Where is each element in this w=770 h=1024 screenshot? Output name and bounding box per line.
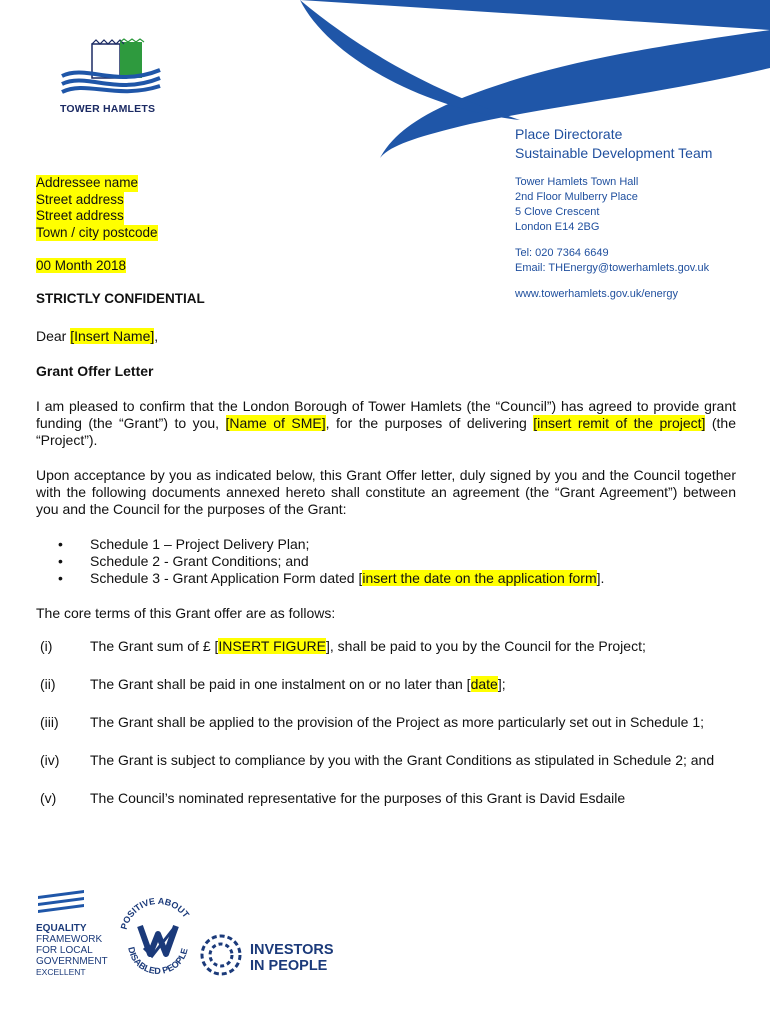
greeting (36, 328, 736, 345)
address-line: Town / city postcode (36, 224, 158, 240)
term-text: The Grant shall be applied to the provision of the Project as more particularly set out in Schedule 1; (90, 714, 705, 730)
term-text: The Grant sum of £ [ (90, 638, 219, 654)
svg-text:POSITIVE ABOUT: POSITIVE ABOUT (118, 895, 192, 931)
date-placeholder: insert the date on the application form (362, 570, 597, 586)
confidential-label: STRICTLY CONFIDENTIAL (36, 291, 205, 306)
iip-line: IN PEOPLE (250, 958, 328, 974)
sme-placeholder: [Name of SME] (225, 415, 326, 431)
letter-date (36, 258, 126, 273)
efg-line: EQUALITY (36, 923, 87, 934)
investors-in-people-laurel-icon (198, 932, 244, 978)
efg-line: GOVERNMENT (36, 956, 108, 967)
efg-wordmark (36, 923, 116, 978)
contact-line: 2nd Floor Mulberry Place (515, 191, 638, 203)
term-number: (i) (40, 638, 53, 654)
term-item (36, 752, 736, 769)
term-item (36, 790, 736, 807)
efg-line: FRAMEWORK (36, 934, 103, 945)
term-number: (v) (40, 790, 57, 806)
term-text: The Grant is subject to compliance by you with the Grant Conditions as stipulated in Schedule 2; and (90, 752, 715, 768)
logo-wordmark: TOWER HAMLETS (60, 103, 156, 115)
paragraph-intro (36, 398, 736, 449)
core-terms-intro: The core terms of this Grant offer are as follows: (36, 605, 336, 621)
greeting-suffix: , (154, 328, 159, 344)
investors-in-people-wordmark (250, 942, 334, 974)
bullet-icon: • (58, 553, 63, 569)
letter-subject: Grant Offer Letter (36, 363, 154, 379)
directorate-block (515, 125, 712, 163)
term-number: (ii) (40, 676, 56, 692)
term-number: (iii) (40, 714, 59, 730)
term-item (36, 676, 736, 693)
efg-line: FOR LOCAL (36, 945, 93, 956)
tower-hamlets-logo (56, 38, 166, 100)
contact-tel: Tel: 020 7364 6649 (515, 247, 609, 259)
bullet-icon: • (58, 570, 63, 586)
svg-text:DISABLED PEOPLE: DISABLED PEOPLE (126, 945, 190, 977)
list-item (36, 570, 736, 587)
contact-website: www.towerhamlets.gov.uk/energy (515, 288, 679, 300)
term-text: The Grant shall be paid in one instalment on or no later than [ (90, 676, 471, 692)
efg-level: EXCELLENT (36, 967, 86, 977)
paragraph-agreement: Upon acceptance by you as indicated below, this Grant Offer letter, duly signed by you and the Council together with the following documents annexed hereto shall constitute an agreement (the “Grant Agreement”) between you and the Council for the purposes of the Grant: (36, 467, 736, 517)
para1-text: , for the purposes of delivering (325, 415, 534, 431)
schedule-text: ]. (596, 570, 605, 586)
accreditation-footer (36, 888, 356, 988)
figure-placeholder: INSERT FIGURE (218, 638, 327, 654)
letter-body (36, 328, 736, 828)
term-text: ], shall be paid to you by the Council for the Project; (326, 638, 646, 654)
greeting-name-placeholder: [Insert Name] (70, 328, 155, 344)
remit-placeholder: [insert remit of the project] (533, 415, 706, 431)
addressee-block (36, 175, 158, 241)
greeting-prefix: Dear (36, 328, 71, 344)
term-text: ]; (497, 676, 506, 692)
iip-line: INVESTORS (250, 942, 334, 958)
date-placeholder: date (470, 676, 498, 692)
equality-framework-logo (36, 888, 116, 978)
contact-line: London E14 2BG (515, 221, 600, 233)
address-line: Addressee name (36, 175, 139, 190)
bullet-icon: • (58, 536, 63, 552)
address-line: Street address (36, 208, 124, 223)
para1-text: I am pleased to confirm that the London Borough of Tower Hamlets (the “Council”) has agreed to provide grant funding (the “Grant”) to you, (36, 398, 736, 431)
contact-line: 5 Clove Crescent (515, 206, 600, 218)
list-item (36, 536, 736, 553)
contact-email: Email: THEnergy@towerhamlets.gov.uk (515, 262, 710, 274)
para1-text: (the “Project”). (36, 415, 736, 448)
stripes-icon (36, 888, 86, 914)
term-text: The Council’s nominated representative for the purposes of this Grant is David Esdaile (90, 790, 626, 806)
directorate-name: Place Directorate (515, 126, 623, 142)
schedule-list (36, 536, 736, 587)
positive-about-disabled-people-logo (118, 890, 198, 985)
contact-line: Tower Hamlets Town Hall (515, 176, 639, 188)
schedule-text: Schedule 2 - Grant Conditions; and (90, 553, 309, 569)
date-value: 00 Month 2018 (36, 258, 127, 273)
term-item (36, 714, 736, 731)
list-item (36, 553, 736, 570)
term-item (36, 638, 736, 655)
contact-block (515, 175, 709, 302)
schedule-text: Schedule 1 – Project Delivery Plan; (90, 536, 310, 552)
team-name: Sustainable Development Team (515, 145, 713, 161)
term-number: (iv) (40, 752, 60, 768)
address-line: Street address (36, 191, 124, 207)
schedule-text: Schedule 3 - Grant Application Form dated [ (90, 570, 363, 586)
